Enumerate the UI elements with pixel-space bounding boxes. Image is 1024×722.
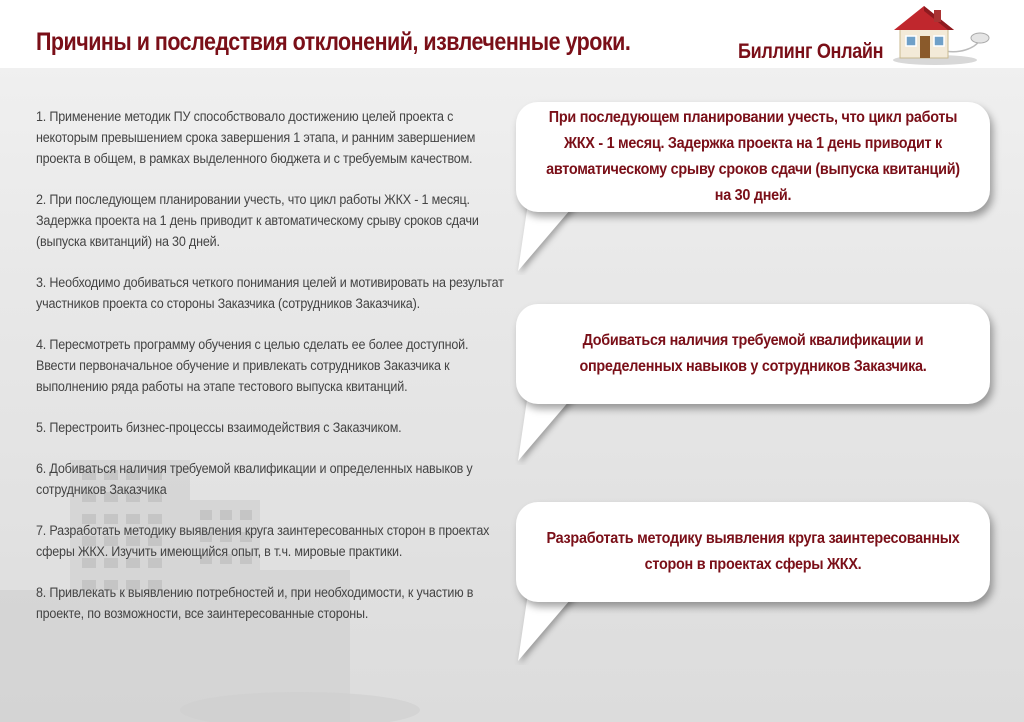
- list-item-4: 4. Пересмотреть программу обучения с целью сделать ее более доступной. Ввести первоначальное обучение и привлекать сотрудников Заказчика к выполнению ряда работы на этапе тестового выпуска квитанций.: [36, 337, 469, 394]
- lessons-list: [36, 106, 506, 644]
- page-title: Причины и последствия отклонений, извлеченные уроки.: [36, 28, 631, 56]
- list-item-1: 1. Применение методик ПУ способствовало достижению целей проекта с некоторым превышением срока завершения 1 этапа, и ранним завершением проекта в общем, в рамках выделенного бюджета и с требуемым качеством.: [36, 109, 476, 166]
- callout-2-text: Добиваться наличия требуемой квалификации и определенных навыков у сотрудников Заказчика.: [579, 332, 927, 375]
- list-item-2: 2. При последующем планировании учесть, что цикл работы ЖКХ - 1 месяц. Задержка проекта на 1 день приводит к автоматическому срыву сроков сдачи (выпуска квитанций) на 30 дней.: [36, 192, 479, 249]
- list-item-5: 5. Перестроить бизнес-процессы взаимодействия с Заказчиком.: [36, 420, 402, 435]
- callout-3: [516, 502, 990, 602]
- list-item-8: 8. Привлекать к выявлению потребностей и, при необходимости, к участию в проекте, по возможности, все заинтересованные стороны.: [36, 585, 474, 621]
- house-logo-icon: [880, 0, 1000, 68]
- callout-2: [516, 304, 990, 404]
- brand-name: Биллинг Онлайн: [738, 40, 884, 63]
- callout-3-text: Разработать методику выявления круга заинтересованных сторон в проектах сферы ЖКХ.: [546, 530, 960, 573]
- callout-1-text: При последующем планировании учесть, что цикл работы ЖКХ - 1 месяц. Задержка проекта на 1 день приводит к автоматическому срыву сроков сдачи (выпуска квитанций) на 30 дней.: [546, 109, 960, 204]
- list-item-3: 3. Необходимо добиваться четкого понимания целей и мотивировать на результат участников проекта со стороны Заказчика (сотрудников Заказчика).: [36, 275, 504, 311]
- list-item-7: 7. Разработать методику выявления круга заинтересованных сторон в проектах сферы ЖКХ. Изучить имеющийся опыт, в т.ч. мировые практики.: [36, 523, 490, 559]
- list-item-6: 6. Добиваться наличия требуемой квалификации и определенных навыков у сотрудников Заказчика: [36, 461, 473, 497]
- callout-1: [516, 102, 990, 212]
